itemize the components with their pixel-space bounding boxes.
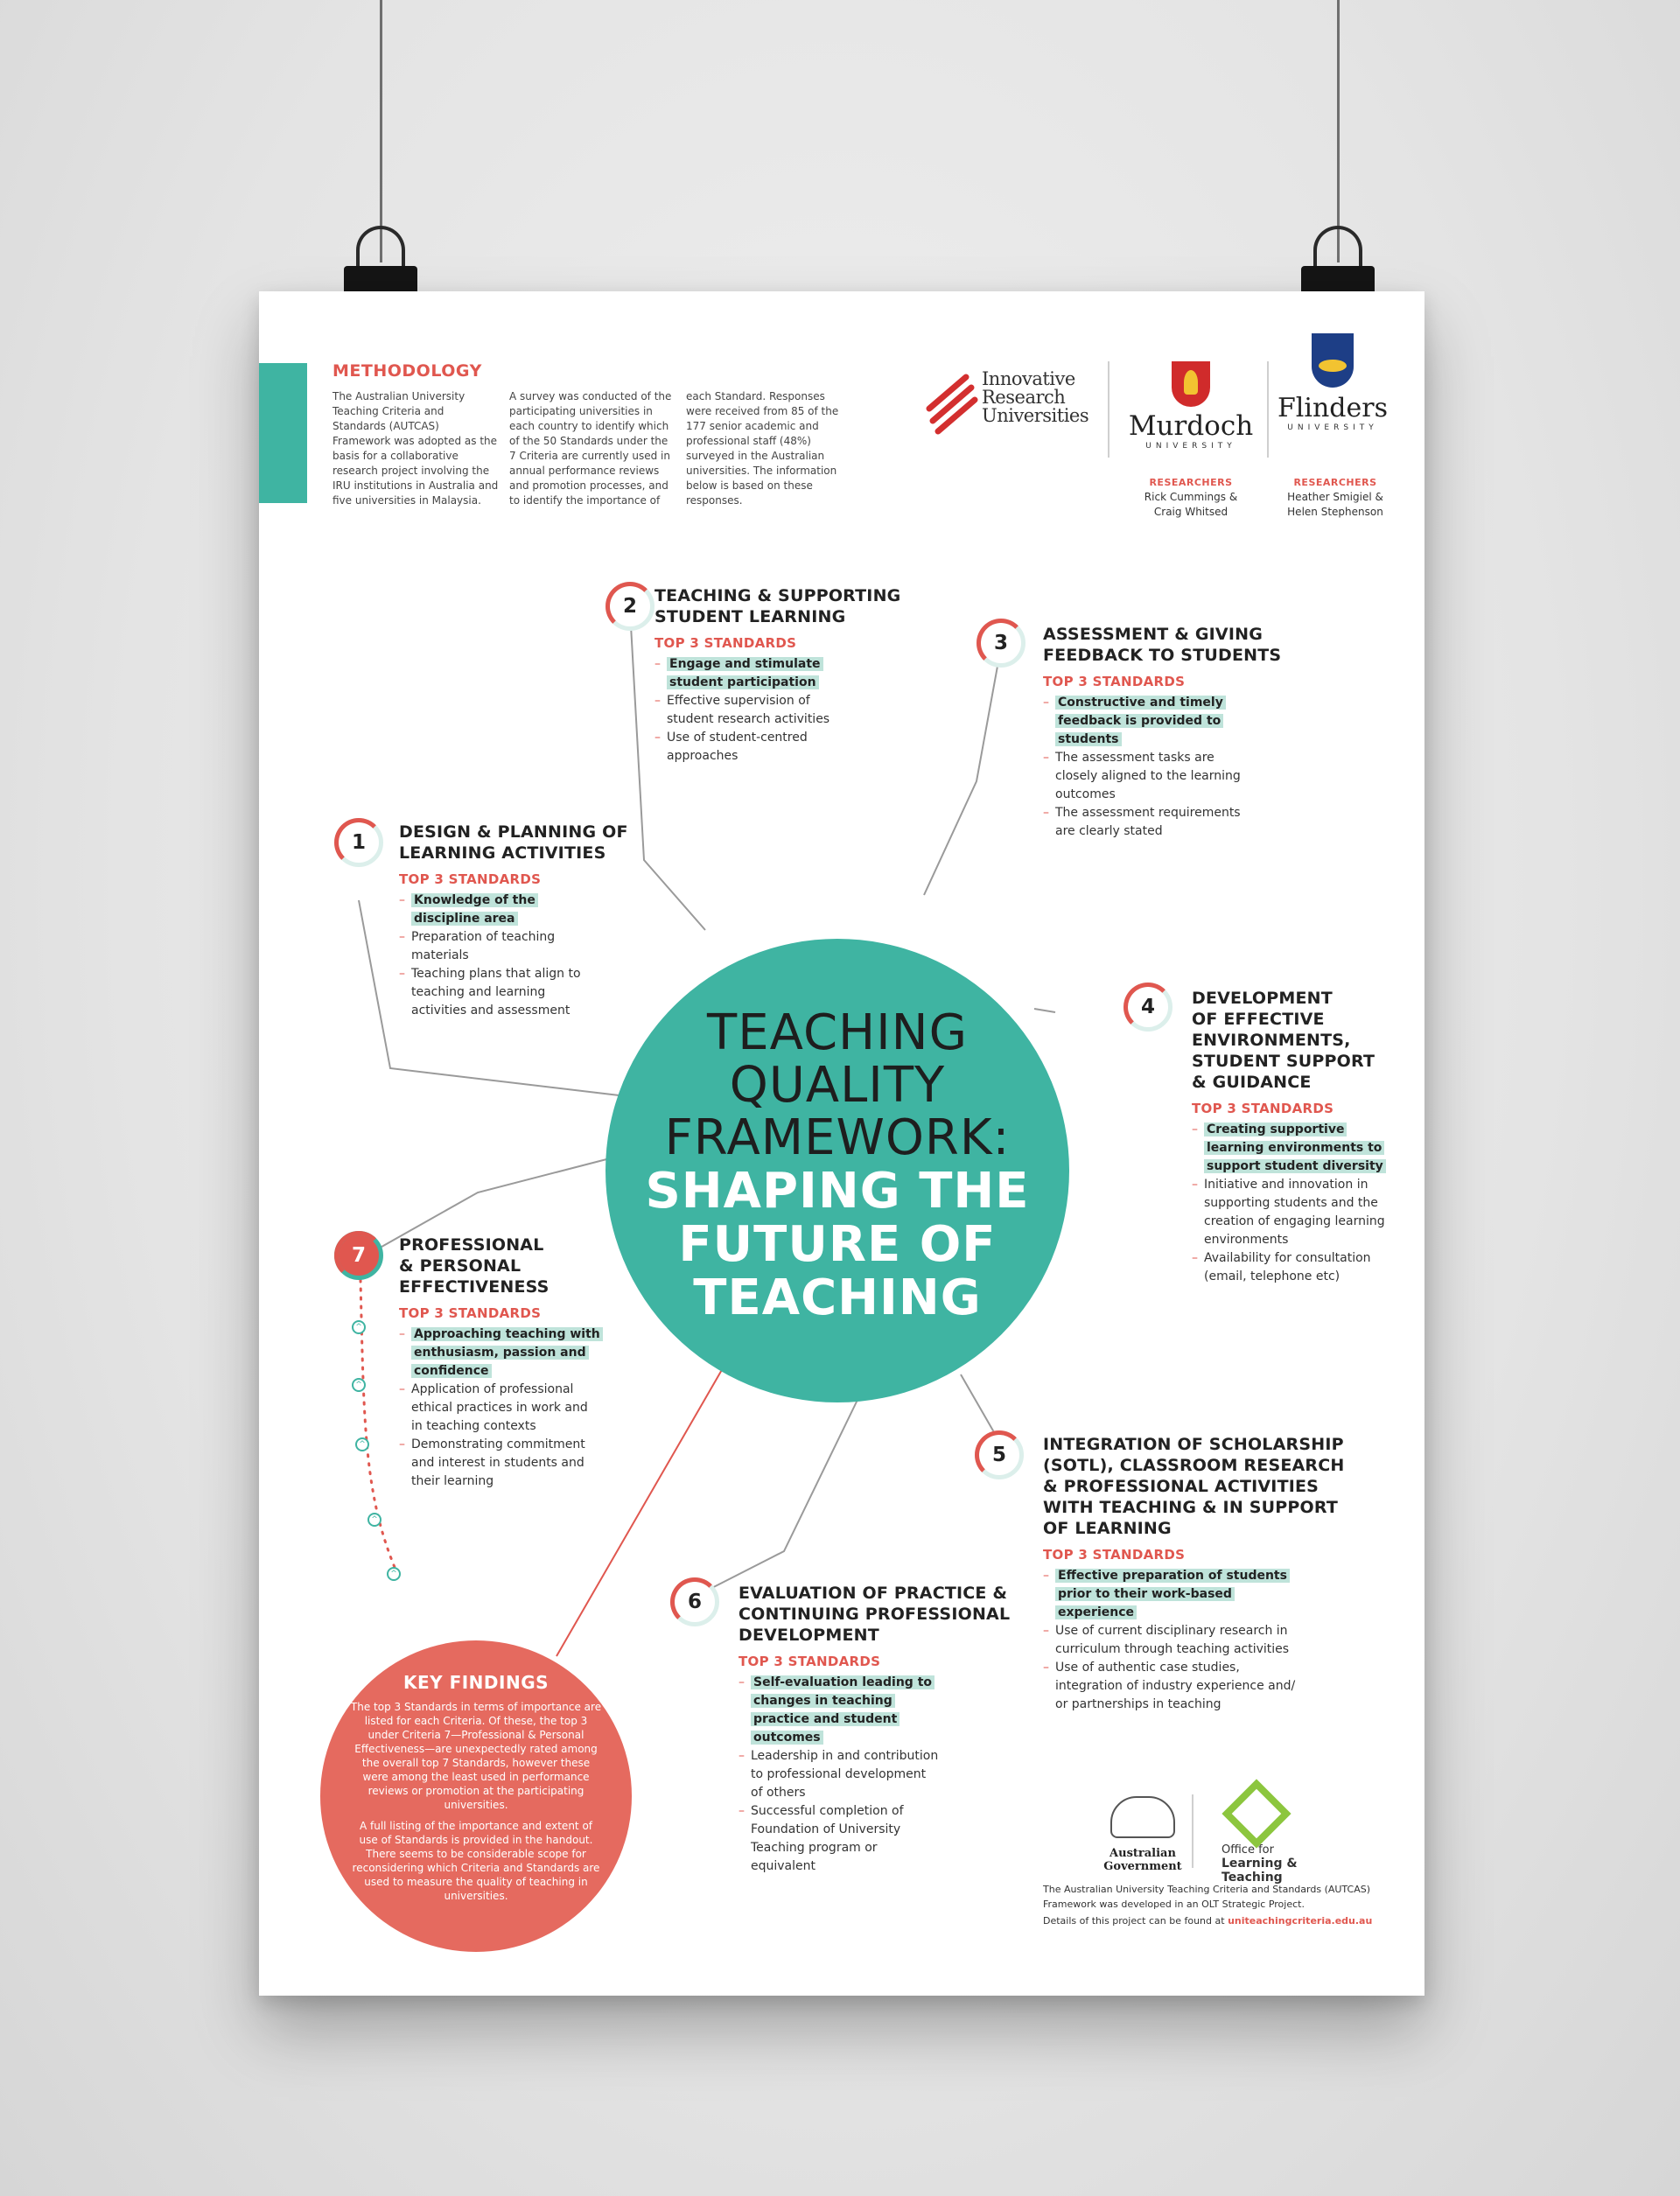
criterion-title-line: WITH TEACHING & IN SUPPORT	[1043, 1498, 1338, 1517]
criterion-title-line: LEARNING ACTIVITIES	[399, 843, 606, 863]
criterion-title-line: INTEGRATION OF SCHOLARSHIP	[1043, 1435, 1344, 1454]
standard-item: – Demonstrating commitment and interest in students and their learning	[399, 1436, 602, 1491]
standard-item: – The assessment requirements are clearly stated	[1043, 804, 1246, 841]
criterion-number: 4	[1140, 996, 1155, 1018]
footer-logo-divider	[1192, 1794, 1194, 1868]
standard-item: – The assessment tasks are closely aligned to the learning outcomes	[1043, 749, 1246, 804]
connector-6	[695, 1400, 858, 1597]
criterion-title-line: STUDENT LEARNING	[654, 607, 846, 626]
murdoch-sub: UNIVERSITY	[1145, 442, 1236, 451]
criterion-title-line: & PERSONAL	[399, 1256, 522, 1276]
criterion-3-block	[1043, 624, 1332, 841]
flinders-crest-icon	[1312, 333, 1354, 388]
criterion-title-line: DEVELOPMENT	[1192, 989, 1333, 1008]
dotted-path-7	[360, 1280, 399, 1577]
criterion-2-block	[654, 585, 943, 766]
key-findings-paragraph-2: A full listing of the importance and extent of use of Standards is provided in the handout. There seems to be considerable scope for reconsidering which Criteria and Standards are used to measure the quality of teaching in universities.	[352, 1820, 600, 1902]
poster	[259, 291, 1424, 1996]
chevron-up-icon: ^	[368, 1513, 382, 1527]
murdoch-researchers	[1112, 475, 1270, 520]
researcher-names-line: Helen Stephenson	[1287, 506, 1383, 518]
australian-government-logo	[1077, 1796, 1208, 1873]
criterion-title-line: DESIGN & PLANNING OF	[399, 822, 628, 842]
coat-of-arms-icon	[1110, 1796, 1175, 1838]
footer-link-line	[1043, 1915, 1372, 1927]
iru-stripes-icon	[924, 374, 978, 435]
iru-line-1: Innovative	[982, 368, 1075, 389]
olt-line-2: Learning & Teaching	[1222, 1857, 1298, 1885]
standard-item: – Successful completion of Foundation of University Teaching program or equivalent	[738, 1802, 942, 1876]
murdoch-name: Murdoch	[1128, 410, 1254, 442]
standard-item: – Teaching plans that align to teaching and learning activities and assessment	[399, 965, 602, 1020]
olt-mark-icon	[1222, 1779, 1291, 1848]
top-standard-highlight: – Creating supportive learning environments to support student diversity	[1192, 1121, 1395, 1176]
criterion-title-line: DEVELOPMENT	[738, 1626, 879, 1645]
criterion-3-badge	[976, 619, 1026, 668]
criterion-title-line: EFFECTIVENESS	[399, 1277, 550, 1297]
criterion-title-line: OF LEARNING	[1043, 1519, 1172, 1538]
methodology-text-3: each Standard. Responses were received from 85 of the 177 senior academic and professional staff (48%) surveyed in the Australian universities. The information below is based on these responses.	[686, 390, 839, 507]
key-findings-title: KEY FINDINGS	[402, 1672, 550, 1693]
iru-logo	[924, 370, 1099, 440]
criterion-number: 1	[351, 831, 366, 854]
logo-divider-2	[1267, 361, 1269, 458]
criterion-4-block	[1192, 988, 1480, 1286]
iru-line-2: Research	[982, 387, 1066, 408]
standard-item: – Initiative and innovation in supporting students and the creation of engaging learning environments	[1192, 1176, 1395, 1249]
top-3-label: TOP 3 STANDARDS	[1192, 1101, 1334, 1116]
criterion-title	[738, 1583, 1027, 1646]
top-standard-highlight: – Self-evaluation leading to changes in teaching practice and student outcomes	[738, 1674, 942, 1747]
center-line-5: FUTURE OF	[678, 1216, 997, 1273]
researchers-label: RESEARCHERS	[1293, 477, 1377, 488]
hanging-wire-right	[1337, 0, 1340, 262]
standard-item: – Application of professional ethical practices in work and in teaching contexts	[399, 1381, 602, 1436]
footer-note: The Australian University Teaching Criteria and Standards (AUTCAS) Framework was developed in an OLT Strategic Project.	[1043, 1884, 1370, 1910]
researchers-label: RESEARCHERS	[1149, 477, 1233, 488]
criterion-title-line: & GUIDANCE	[1192, 1073, 1312, 1092]
standard-item: – Leadership in and contribution to professional development of others	[738, 1747, 942, 1802]
top-standard-highlight: – Constructive and timely feedback is provided to students	[1043, 694, 1246, 749]
criterion-title-line: EVALUATION OF PRACTICE &	[738, 1584, 1008, 1603]
criterion-6-block	[738, 1583, 1027, 1876]
center-line-2: QUALITY	[729, 1057, 946, 1114]
top-standard-highlight: – Effective preparation of students prior to their work-based experience	[1043, 1567, 1306, 1622]
standard-item: – Use of current disciplinary research in curriculum through teaching activities	[1043, 1622, 1306, 1659]
criterion-number: 2	[622, 595, 637, 618]
standard-item: – Effective supervision of student research activities	[654, 692, 858, 729]
hanging-wire-left	[380, 0, 382, 262]
connector-5	[961, 1374, 994, 1432]
standard-item: – Preparation of teaching materials	[399, 928, 602, 965]
murdoch-crest-icon	[1172, 361, 1210, 407]
researcher-names-line: Craig Whitsed	[1153, 506, 1228, 518]
key-findings-paragraph-1: The top 3 Standards in terms of importance are listed for each Criteria. Of these, the top 3 under Criteria 7—Professional & Personal Effectiveness—are unexpectedly rated among the overall top 7 Standards, however these were among the least used in performance reviews or promotion at the participating universities.	[350, 1701, 602, 1811]
criterion-title-line: ASSESSMENT & GIVING	[1043, 625, 1263, 644]
top-3-label: TOP 3 STANDARDS	[1043, 1547, 1186, 1563]
methodology-text-1: The Australian University Teaching Criteria and Standards (AUTCAS) Framework was adopted as the basis for a collaborative research project involving the IRU institutions in Australia and five universities in Malaysia.	[332, 390, 499, 507]
olt-line-1: Office for	[1222, 1843, 1274, 1857]
top-3-label: TOP 3 STANDARDS	[1043, 674, 1186, 689]
key-findings-circle	[320, 1640, 632, 1952]
criterion-number: 6	[687, 1591, 702, 1613]
methodology-title: METHODOLOGY	[332, 361, 482, 381]
chevron-up-icon: ^	[387, 1567, 401, 1581]
criterion-title	[1043, 1434, 1376, 1539]
criterion-1-block	[399, 822, 688, 1020]
murdoch-logo	[1125, 361, 1256, 451]
top-3-label: TOP 3 STANDARDS	[738, 1654, 881, 1669]
center-line-3: FRAMEWORK:	[664, 1109, 1011, 1166]
criterion-title	[1192, 988, 1480, 1093]
criterion-7-badge	[334, 1231, 383, 1280]
criterion-title-line: PROFESSIONAL	[399, 1235, 544, 1255]
flinders-name: Flinders	[1277, 393, 1389, 423]
criterion-title-line: ENVIRONMENTS,	[1192, 1031, 1351, 1050]
criterion-number: 7	[351, 1244, 366, 1267]
methodology-text-2: A survey was conducted of the participating universities in each country to identify which of the 50 Standards under the 7 Criteria are currently used in annual performance reviews and promotion processes, and to identify the importance of	[509, 390, 672, 507]
criterion-title-line: & PROFESSIONAL ACTIVITIES	[1043, 1477, 1320, 1496]
criterion-title-line: (SOTL), CLASSROOM RESEARCH	[1043, 1456, 1345, 1475]
project-website-link[interactable]: uniteachingcriteria.edu.au	[1228, 1915, 1373, 1927]
chevron-up-icon: ^	[352, 1378, 366, 1392]
flinders-researchers	[1256, 475, 1414, 520]
criterion-title	[1043, 624, 1332, 666]
footer-link-prefix: Details of this project can be found at	[1043, 1915, 1225, 1927]
researcher-names-line: Rick Cummings &	[1144, 491, 1238, 503]
criterion-number: 5	[991, 1444, 1006, 1466]
accent-bar	[259, 363, 307, 503]
researcher-names-line: Heather Smigiel &	[1287, 491, 1383, 503]
top-standard-highlight: – Engage and stimulate student participation	[654, 655, 858, 692]
iru-line-3: Universities	[982, 405, 1089, 426]
criterion-title-line: CONTINUING PROFESSIONAL	[738, 1605, 1011, 1624]
center-line-6: TEACHING	[693, 1269, 982, 1326]
criterion-2-badge	[606, 582, 654, 631]
top-standard-highlight: – Knowledge of the discipline area	[399, 892, 602, 928]
criterion-title-line: STUDENT SUPPORT	[1192, 1052, 1376, 1071]
chevron-up-icon: ^	[352, 1320, 366, 1334]
criterion-7-block	[399, 1234, 688, 1491]
criterion-title-line: FEEDBACK TO STUDENTS	[1043, 646, 1282, 665]
criterion-5-block	[1043, 1434, 1376, 1714]
criterion-title-line: OF EFFECTIVE	[1192, 1010, 1325, 1029]
top-3-label: TOP 3 STANDARDS	[399, 871, 542, 887]
criterion-4-badge	[1124, 983, 1172, 1032]
logo-divider-1	[1108, 361, 1110, 458]
top-3-label: TOP 3 STANDARDS	[399, 1305, 542, 1321]
top-standard-highlight: – Approaching teaching with enthusiasm, passion and confidence	[399, 1325, 602, 1381]
criterion-title-line: TEACHING & SUPPORTING	[654, 586, 901, 605]
center-line-1: TEACHING	[707, 1004, 968, 1061]
flinders-logo	[1276, 333, 1390, 432]
criterion-6-badge	[670, 1577, 719, 1626]
standard-item: – Availability for consultation (email, telephone etc)	[1192, 1249, 1395, 1286]
standard-item: – Use of authentic case studies, integration of industry experience and/ or partnerships in teaching	[1043, 1659, 1306, 1714]
chevron-up-icon: ^	[355, 1437, 369, 1451]
center-line-4: SHAPING THE	[645, 1163, 1030, 1220]
flinders-sub: UNIVERSITY	[1287, 423, 1378, 432]
top-3-label: TOP 3 STANDARDS	[654, 635, 797, 651]
standard-item: – Use of student-centred approaches	[654, 729, 858, 766]
olt-logo	[1222, 1789, 1362, 1885]
criterion-title	[654, 585, 943, 627]
australian-government-name: Australian Government	[1103, 1847, 1182, 1873]
criterion-number: 3	[993, 632, 1008, 654]
criterion-5-badge	[975, 1430, 1024, 1479]
criterion-title	[399, 822, 688, 864]
criterion-1-badge	[334, 818, 383, 867]
criterion-title	[399, 1234, 688, 1297]
iru-name	[982, 370, 1088, 425]
